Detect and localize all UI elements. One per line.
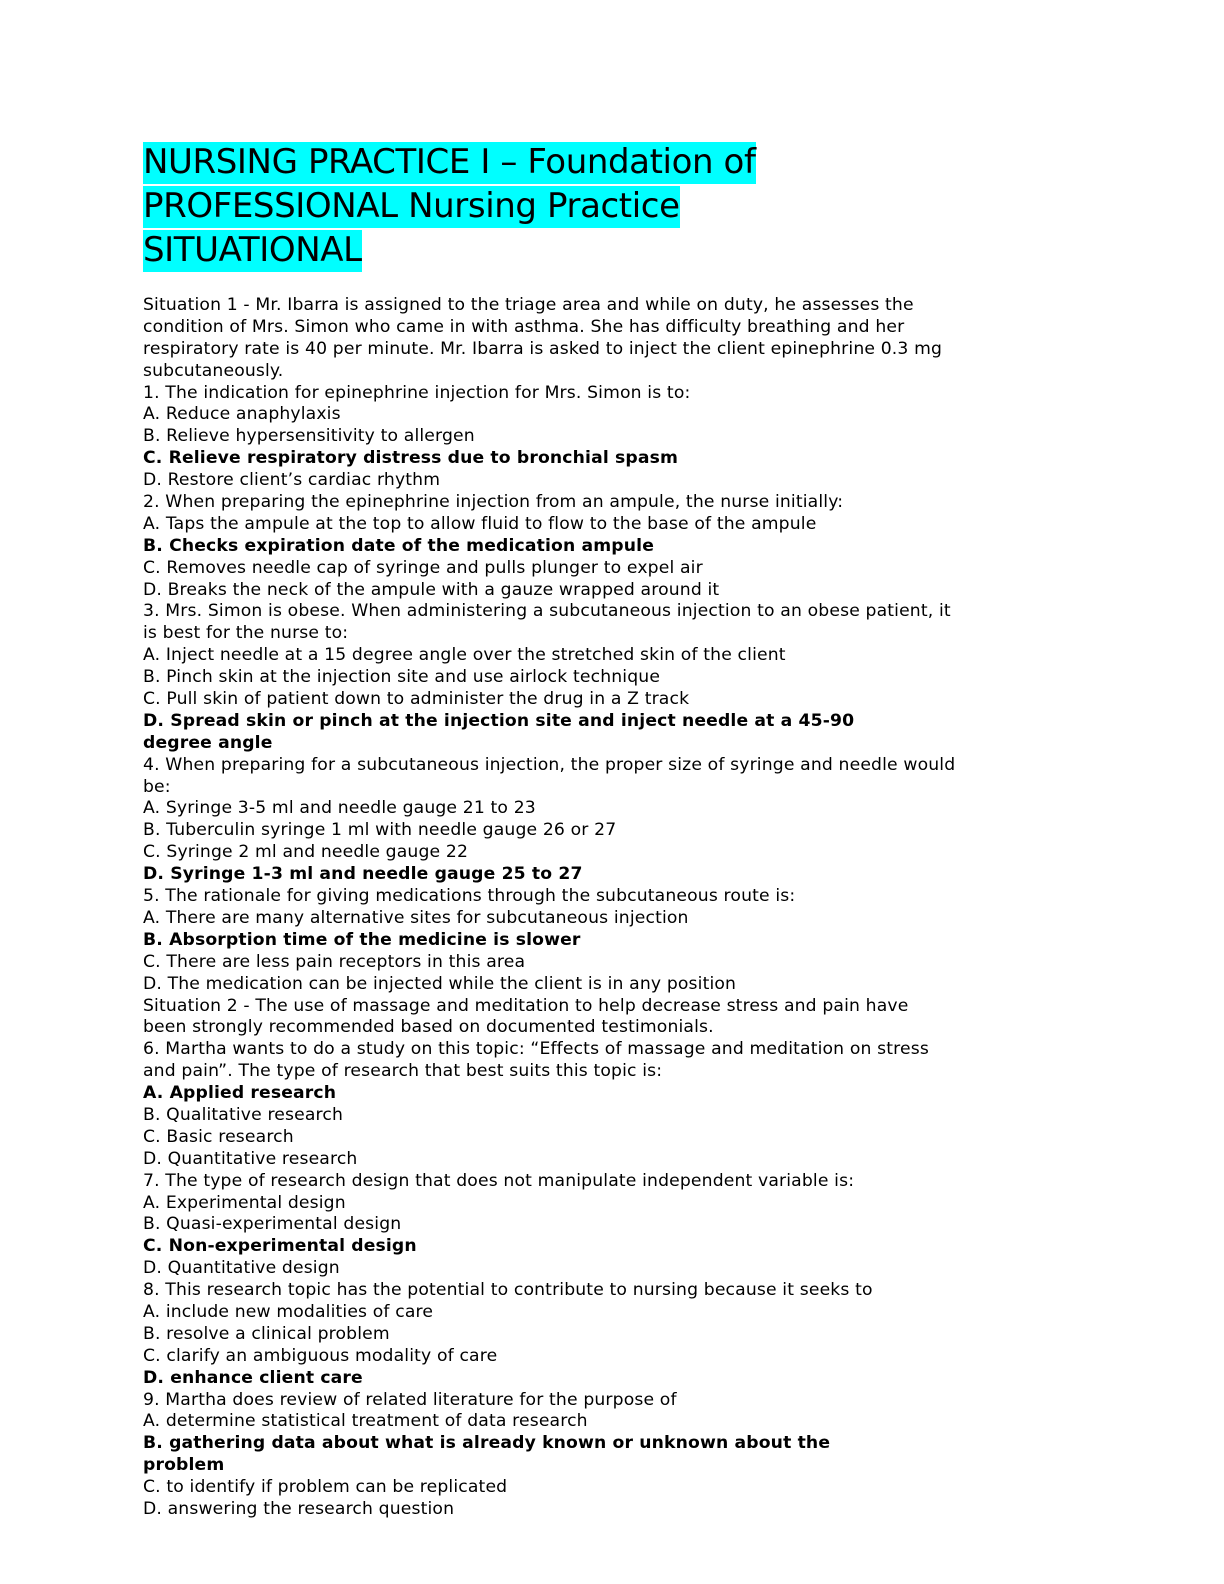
text-line: 5. The rationale for giving medications through the subcutaneous route is: [143,886,796,907]
text-line: B. Pinch skin at the injection site and use airlock technique [143,667,661,688]
text-line: A. Inject needle at a 15 degree angle over the stretched skin of the client [143,645,786,666]
answer-line: problem [143,1455,225,1476]
text-line: A. Syringe 3-5 ml and needle gauge 21 to 23 [143,798,536,819]
text-line: D. Quantitative design [143,1258,340,1279]
title-line-2-text: PROFESSIONAL Nursing Practice [143,186,680,226]
text-line: respiratory rate is 40 per minute. Mr. Ibarra is asked to inject the client epinephrine 0.3 mg [143,338,943,359]
text-line: 8. This research topic has the potential to contribute to nursing because it seeks to [143,1280,873,1301]
text-line: be: [143,776,171,797]
text-line: Situation 2 - The use of massage and meditation to help decrease stress and pain have [143,995,909,1016]
text-line: C. Basic research [143,1126,294,1147]
text-line: B. Relieve hypersensitivity to allergen [143,426,475,447]
text-line: C. Removes needle cap of syringe and pulls plunger to expel air [143,557,703,578]
answer-line: D. enhance client care [143,1367,363,1388]
text-line: subcutaneously. [143,360,284,381]
text-line: 9. Martha does review of related literature for the purpose of [143,1389,677,1410]
answer-line: A. Applied research [143,1083,337,1104]
text-line: B. Tuberculin syringe 1 ml with needle gauge 26 or 27 [143,820,617,841]
text-line: C. to identify if problem can be replicated [143,1477,508,1498]
text-line: A. Experimental design [143,1192,346,1213]
text-line: A. Reduce anaphylaxis [143,404,341,425]
text-line: B. resolve a clinical problem [143,1323,390,1344]
answer-line: B. Absorption time of the medicine is slower [143,929,581,950]
text-line: and pain”. The type of research that best suits this topic is: [143,1061,663,1082]
answer-line: D. Spread skin or pinch at the injection site and inject needle at a 45-90 [143,710,855,731]
answer-line: B. gathering data about what is already known or unknown about the [143,1433,831,1454]
text-line: B. Qualitative research [143,1104,344,1125]
text-line: A. Taps the ampule at the top to allow fluid to flow to the base of the ampule [143,513,817,534]
answer-line: B. Checks expiration date of the medication ampule [143,535,654,556]
title-line-3-text: SITUATIONAL [143,230,362,270]
text-line: D. answering the research question [143,1498,455,1519]
answer-line: D. Syringe 1-3 ml and needle gauge 25 to 27 [143,864,583,885]
text-line: 4. When preparing for a subcutaneous injection, the proper size of syringe and needle would [143,754,956,775]
text-line: is best for the nurse to: [143,623,349,644]
text-line: 6. Martha wants to do a study on this topic: “Effects of massage and meditation on stress [143,1039,929,1060]
text-line: C. Pull skin of patient down to administer the drug in a Z track [143,689,690,710]
answer-line: C. Non-experimental design [143,1236,417,1257]
text-line: D. Quantitative research [143,1148,358,1169]
document-title [143,140,903,272]
text-line: A. There are many alternative sites for subcutaneous injection [143,907,689,928]
text-line: A. include new modalities of care [143,1301,434,1322]
answer-line: C. Relieve respiratory distress due to bronchial spasm [143,448,679,469]
text-line: B. Quasi-experimental design [143,1214,402,1235]
text-line: D. Restore client’s cardiac rhythm [143,470,441,491]
text-line: D. The medication can be injected while the client is in any position [143,973,737,994]
text-line: been strongly recommended based on documented testimonials. [143,1017,714,1038]
title-line-2 [143,184,903,228]
title-line-1 [143,140,903,184]
text-line: condition of Mrs. Simon who came in with asthma. She has difficulty breathing and her [143,316,905,337]
text-line: C. clarify an ambiguous modality of care [143,1345,498,1366]
text-line: A. determine statistical treatment of data research [143,1411,588,1432]
text-line: Situation 1 - Mr. Ibarra is assigned to the triage area and while on duty, he assesses the [143,295,914,315]
text-line: 7. The type of research design that does not manipulate independent variable is: [143,1170,855,1191]
text-line: D. Breaks the neck of the ampule with a gauze wrapped around it [143,579,720,600]
title-line-3 [143,228,903,272]
text-line: 1. The indication for epinephrine injection for Mrs. Simon is to: [143,382,691,403]
text-line: 2. When preparing the epinephrine injection from an ampule, the nurse initially: [143,492,844,513]
document-body [143,295,1023,1521]
text-line: 3. Mrs. Simon is obese. When administering a subcutaneous injection to an obese patient, it [143,601,951,622]
text-line: C. Syringe 2 ml and needle gauge 22 [143,842,469,863]
text-line: C. There are less pain receptors in this area [143,951,526,972]
answer-line: degree angle [143,732,273,753]
title-line-1-text: NURSING PRACTICE I – Foundation of [143,142,756,182]
